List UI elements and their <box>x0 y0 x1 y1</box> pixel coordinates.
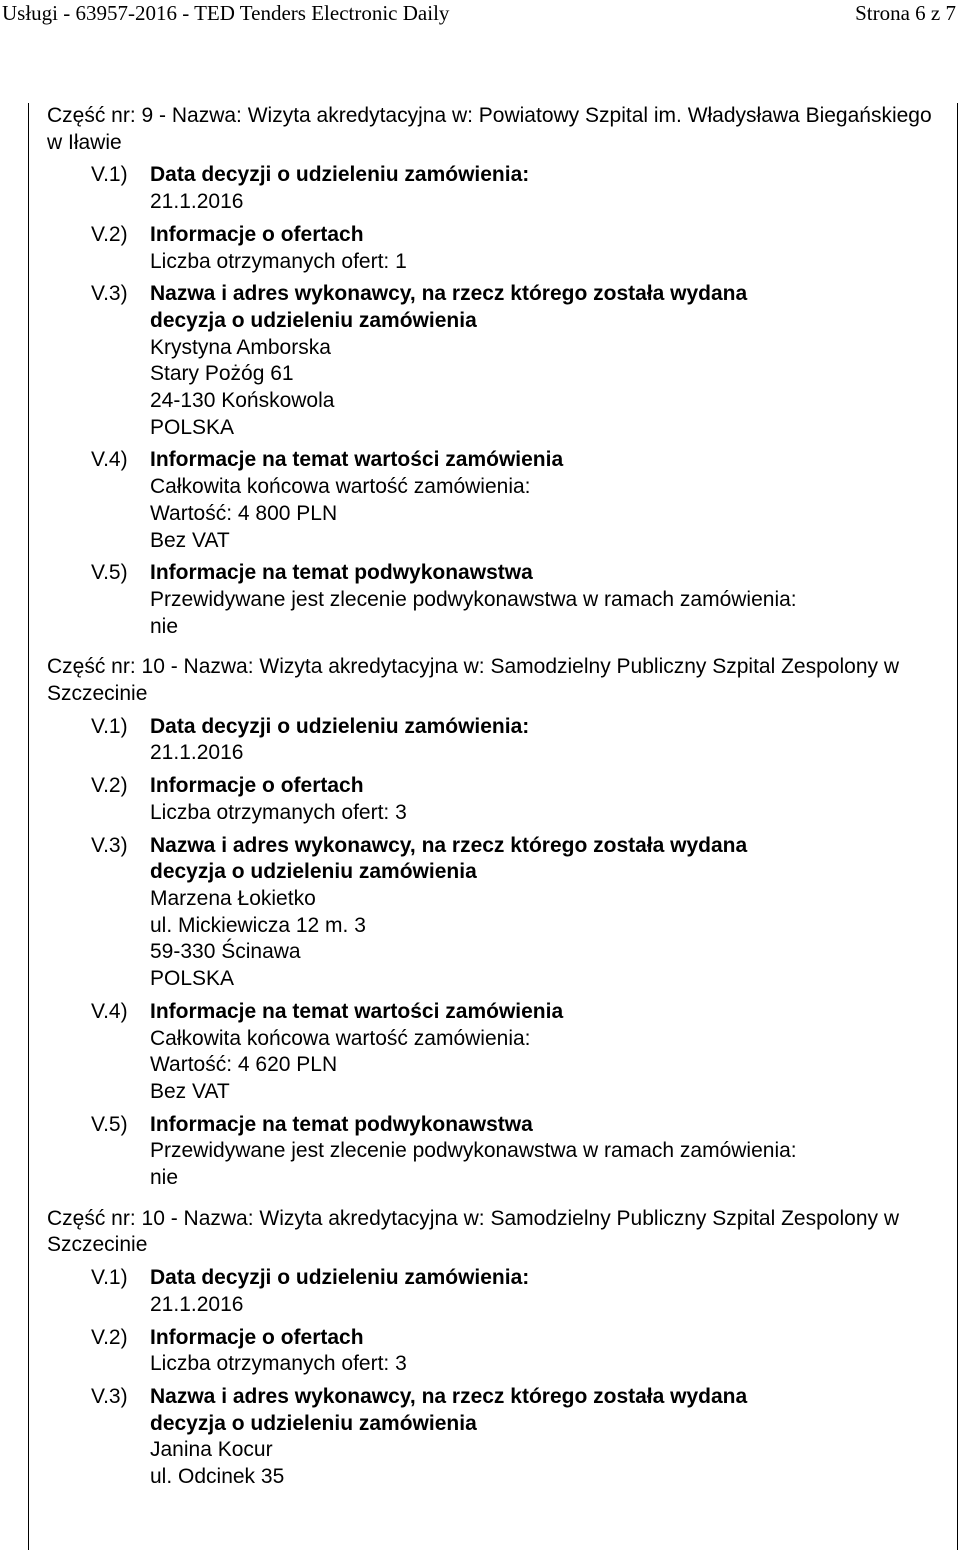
section-number: V.3) <box>91 833 128 857</box>
section <box>47 560 947 640</box>
section-heading: Informacje na temat podwykonawstwa <box>150 1112 533 1136</box>
section-heading: Data decyzji o udzieleniu zamówienia: <box>150 163 530 187</box>
section <box>47 1265 947 1318</box>
section-number: V.5) <box>91 1112 128 1136</box>
section-heading: Informacje o ofertach <box>150 222 364 246</box>
section <box>47 162 947 215</box>
section-number: V.5) <box>91 561 128 585</box>
section-number: V.4) <box>91 999 128 1023</box>
section-number: V.4) <box>91 448 128 472</box>
section-number: V.1) <box>91 714 128 738</box>
section-heading: decyzja o udzieleniu zamówienia <box>150 1411 477 1435</box>
document-body <box>47 103 947 1491</box>
section-value: 21.1.2016 <box>150 1292 244 1316</box>
section-value: 21.1.2016 <box>150 741 244 765</box>
section <box>47 773 947 826</box>
section-heading: Nazwa i adres wykonawcy, na rzecz którego została wydana <box>150 282 748 306</box>
section <box>47 447 947 554</box>
section <box>47 1325 947 1378</box>
section <box>47 281 947 441</box>
section-value: 59-330 Ścinawa <box>150 940 301 964</box>
section-heading: Data decyzji o udzieleniu zamówienia: <box>150 1266 530 1290</box>
section-number: V.3) <box>91 1384 128 1408</box>
section-heading: Data decyzji o udzieleniu zamówienia: <box>150 714 530 738</box>
section-number: V.1) <box>91 163 128 187</box>
section <box>47 222 947 275</box>
section-value: 24-130 Końskowola <box>150 389 335 413</box>
part-title: Część nr: 10 - Nazwa: Wizyta akredytacyjna w: Samodzielny Publiczny Szpital Zespolony w Szczecinie <box>47 655 899 706</box>
section-value: Całkowita końcowa wartość zamówienia: <box>150 1026 531 1050</box>
part-title: Część nr: 10 - Nazwa: Wizyta akredytacyjna w: Samodzielny Publiczny Szpital Zespolony w Szczecinie <box>47 1206 899 1257</box>
section-heading: Informacje na temat podwykonawstwa <box>150 561 533 585</box>
section-value: 21.1.2016 <box>150 190 244 214</box>
section-number: V.2) <box>91 1325 128 1349</box>
section-value: Stary Pożóg 61 <box>150 362 294 386</box>
section <box>47 714 947 767</box>
contract-part <box>47 654 947 1191</box>
section-value: Wartość: 4 620 PLN <box>150 1053 338 1077</box>
section <box>47 1112 947 1192</box>
section-value: Marzena Łokietko <box>150 886 316 910</box>
part-title: Część nr: 9 - Nazwa: Wizyta akredytacyjna w: Powiatowy Szpital im. Władysława Biegańskiego w Iławie <box>47 104 932 154</box>
contract-part <box>47 1206 947 1491</box>
section-heading: Informacje na temat wartości zamówienia <box>150 999 564 1023</box>
section-value: Przewidywane jest zlecenie podwykonawstwa w ramach zamówienia: <box>150 587 797 611</box>
page-number: Strona 6 z 7 <box>855 1 956 25</box>
section-value: Liczba otrzymanych ofert: 3 <box>150 800 407 824</box>
document-title: Usługi - 63957-2016 - TED Tenders Electronic Daily <box>2 1 450 25</box>
section-value: POLSKA <box>150 967 235 991</box>
section-value: Liczba otrzymanych ofert: 3 <box>150 1352 407 1376</box>
section <box>47 833 947 993</box>
section-value: ul. Mickiewicza 12 m. 3 <box>150 913 366 937</box>
section-value: ul. Odcinek 35 <box>150 1465 285 1489</box>
section <box>47 1384 947 1491</box>
section-number: V.3) <box>91 282 128 306</box>
section-heading: Informacje na temat wartości zamówienia <box>150 448 564 472</box>
section-heading: Nazwa i adres wykonawcy, na rzecz którego została wydana <box>150 1384 748 1408</box>
section-value: POLSKA <box>150 415 235 439</box>
section-heading: Nazwa i adres wykonawcy, na rzecz którego została wydana <box>150 833 748 857</box>
section-value: nie <box>150 1166 179 1190</box>
section-number: V.1) <box>91 1266 128 1290</box>
section-value: Krystyna Amborska <box>150 335 331 359</box>
section-heading: Informacje o ofertach <box>150 1325 364 1349</box>
section-value: Przewidywane jest zlecenie podwykonawstwa w ramach zamówienia: <box>150 1139 797 1163</box>
section-value: Wartość: 4 800 PLN <box>150 501 338 525</box>
section <box>47 999 947 1106</box>
section-heading: Informacje o ofertach <box>150 774 364 798</box>
section-value: Bez VAT <box>150 528 230 552</box>
section-number: V.2) <box>91 774 128 798</box>
section-number: V.2) <box>91 222 128 246</box>
section-heading: decyzja o udzieleniu zamówienia <box>150 308 477 332</box>
section-value: Janina Kocur <box>150 1438 273 1462</box>
section-value: nie <box>150 614 179 638</box>
page-header <box>0 0 960 30</box>
section-value: Liczba otrzymanych ofert: 1 <box>150 249 407 273</box>
section-heading: decyzja o udzieleniu zamówienia <box>150 860 477 884</box>
contract-part <box>47 103 947 640</box>
section-value: Bez VAT <box>150 1079 230 1103</box>
section-value: Całkowita końcowa wartość zamówienia: <box>150 475 531 499</box>
